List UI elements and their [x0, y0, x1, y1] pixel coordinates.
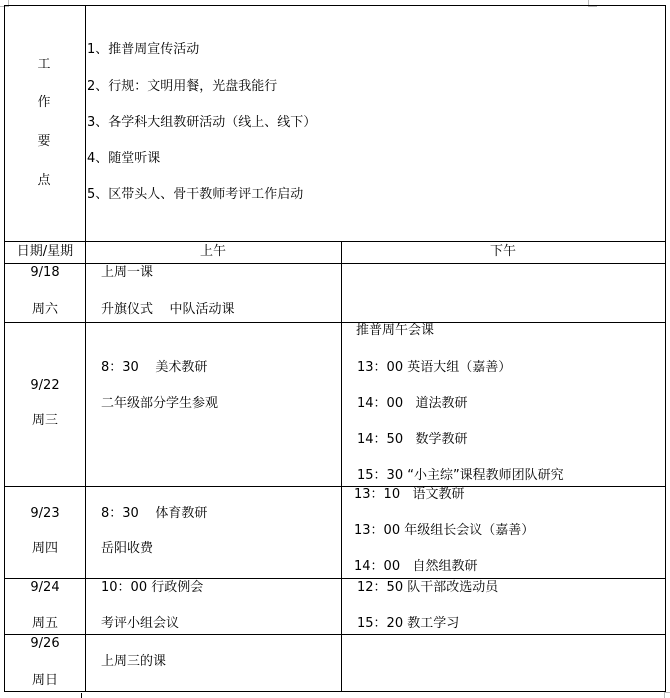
table-border [4, 578, 665, 579]
am-item: 升旗仪式 中队活动课 [101, 302, 235, 317]
table-border [85, 5, 86, 692]
am-item: 考评小组会议 [101, 616, 180, 631]
pm-item: 15：30 “小主综”课程教师团队研究 [357, 468, 564, 483]
am-item: 10：00 行政例会 [101, 580, 204, 595]
row-day: 周六 [31, 302, 59, 317]
am-item: 岳阳收费 [101, 541, 154, 556]
table-border [4, 5, 665, 6]
pm-item: 14：00 道法教研 [357, 396, 468, 411]
label-char: 作 [37, 95, 51, 110]
header-date: 日期/星期 [16, 244, 74, 259]
table-border [665, 5, 666, 692]
row-date: 9/26 [30, 636, 60, 651]
am-item: 上周三的课 [101, 654, 167, 669]
pm-item: 15：20 教工学习 [357, 616, 460, 631]
am-item: 8：30 体育教研 [101, 506, 208, 521]
table-border [4, 322, 665, 323]
work-point-item: 3、各学科大组教研活动（线上、线下） [87, 115, 317, 130]
table-border [4, 691, 666, 692]
pm-item: 推普周午会课 [356, 323, 435, 338]
text-cursor [81, 693, 82, 698]
table-border [4, 5, 5, 692]
pm-item: 14：00 自然组教研 [354, 559, 478, 574]
pm-item: 13：00 英语大组（嘉善） [357, 360, 512, 375]
header-pm: 下午 [489, 244, 517, 259]
header-am: 上午 [199, 244, 227, 259]
row-date: 9/23 [30, 506, 60, 521]
am-item: 上周一课 [101, 265, 154, 280]
row-day: 周三 [31, 413, 59, 428]
work-point-item: 1、推普周宣传活动 [87, 42, 200, 57]
pm-item: 13：00 年级组长会议（嘉善） [354, 523, 535, 538]
work-point-item: 4、随堂听课 [87, 151, 161, 166]
table-border [4, 634, 665, 635]
table-border [4, 241, 665, 242]
pm-item: 14：50 数学教研 [357, 432, 468, 447]
pm-item: 13：10 语文教研 [354, 487, 465, 502]
row-date: 9/18 [30, 265, 60, 280]
pm-item: 12：50 队干部改选动员 [357, 580, 499, 595]
table-border [341, 241, 342, 692]
label-char: 要 [37, 134, 51, 149]
label-char: 工 [37, 57, 51, 72]
table-border [4, 263, 665, 264]
am-item: 二年级部分学生参观 [101, 396, 219, 411]
work-point-item: 2、行规：文明用餐，光盘我能行 [87, 79, 278, 94]
row-date: 9/22 [30, 378, 60, 393]
table-border [4, 486, 665, 487]
label-char: 点 [37, 173, 51, 188]
row-day: 周日 [31, 673, 59, 688]
row-day: 周五 [31, 616, 59, 631]
work-point-item: 5、区带头人、骨干教师考评工作启动 [87, 187, 304, 202]
page-corner-mark [664, 692, 670, 698]
row-day: 周四 [31, 541, 59, 556]
row-date: 9/24 [30, 580, 60, 595]
am-item: 8：30 美术教研 [101, 360, 208, 375]
